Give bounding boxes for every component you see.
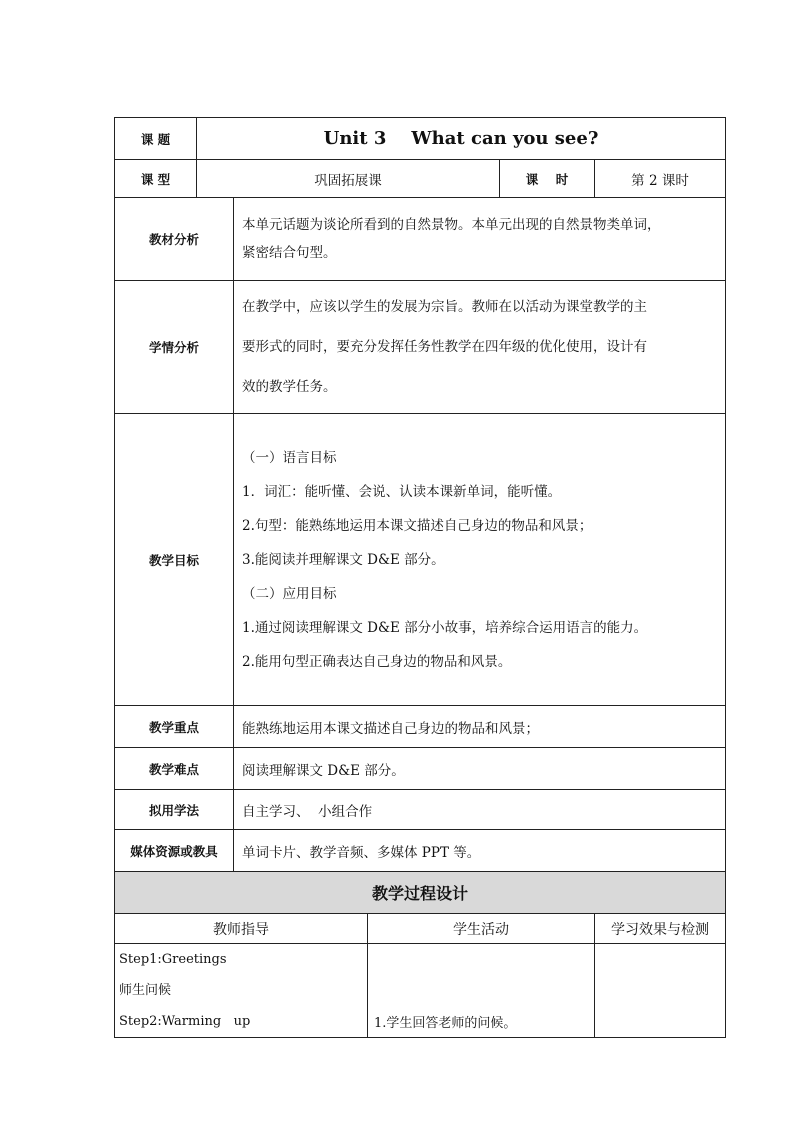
students-label: 学情分析 (115, 281, 234, 414)
key-points-value: 能熟练地运用本课文描述自己身边的物品和风景； (234, 706, 726, 748)
process-section-title: 教学过程设计 (115, 872, 726, 914)
difficulties-row (115, 748, 726, 790)
material-label: 教材分析 (115, 198, 234, 281)
title-row (115, 118, 726, 160)
type-value: 巩固拓展课 (197, 160, 500, 198)
topic-label: 课 题 (115, 118, 197, 160)
teacher-step-line: Step1:Greetings (119, 952, 227, 967)
methods-label: 拟用学法 (115, 790, 234, 830)
process-title-row (115, 872, 726, 914)
objective-line: 2.句型：能熟练地运用本课文描述自己身边的物品和风景； (242, 517, 593, 534)
objectives-content (234, 414, 726, 706)
difficulties-value: 阅读理解课文 D&E 部分。 (234, 748, 726, 790)
methods-value: 自主学习、 小组合作 (234, 790, 726, 830)
students-content (234, 281, 726, 414)
difficulties-label: 教学难点 (115, 748, 234, 790)
students-row (115, 281, 726, 414)
material-line: 紧密结合句型。 (242, 245, 337, 261)
process-body-row (115, 944, 726, 1038)
objective-line: 2.能用句型正确表达自己身边的物品和风景。 (242, 653, 512, 670)
material-row (115, 198, 726, 281)
col-effect-header: 学习效果与检测 (595, 914, 726, 944)
material-line: 本单元话题为谈论所看到的自然景物。本单元出现的自然景物类单词， (242, 217, 661, 233)
objective-line: 1．词汇：能听懂、会说、认读本课新单词，能听懂。 (242, 483, 562, 500)
objective-line: （二）应用目标 (242, 585, 337, 602)
teacher-step-line: Step2:Warming up (119, 1014, 251, 1029)
lesson-title: Unit 3 What can you see? (197, 118, 726, 160)
objective-line: 3.能阅读并理解课文 D&E 部分。 (242, 551, 445, 568)
col-teacher-header: 教师指导 (115, 914, 368, 944)
objective-line: （一）语言目标 (242, 449, 337, 466)
students-line: 效的教学任务。 (242, 379, 337, 395)
type-label: 课 型 (115, 160, 197, 198)
teacher-guidance-cell (115, 944, 368, 1038)
media-row (115, 830, 726, 872)
effect-check-cell (595, 944, 726, 1038)
methods-row (115, 790, 726, 830)
period-value: 第 2 课时 (595, 160, 726, 198)
material-content (234, 198, 726, 281)
teacher-step-line: 师生问候 (119, 983, 172, 998)
media-value: 单词卡片、教学音频、多媒体 PPT 等。 (234, 830, 726, 872)
objectives-row (115, 414, 726, 706)
col-student-header: 学生活动 (368, 914, 595, 944)
student-activity-cell: 1.学生回答老师的问候。 (368, 944, 595, 1038)
objective-line: 1.通过阅读理解课文 D&E 部分小故事，培养综合运用语言的能力。 (242, 619, 648, 636)
period-label: 课 时 (500, 160, 595, 198)
type-row (115, 160, 726, 198)
key-points-label: 教学重点 (115, 706, 234, 748)
objectives-label: 教学目标 (115, 414, 234, 706)
process-header-row (115, 914, 726, 944)
media-label: 媒体资源或教具 (115, 830, 234, 872)
key-points-row (115, 706, 726, 748)
lesson-plan-table (114, 117, 726, 1038)
students-line: 要形式的同时，要充分发挥任务性教学在四年级的优化使用，设计有 (242, 339, 647, 355)
students-line: 在教学中，应该以学生的发展为宗旨。教师在以活动为课堂教学的主 (242, 299, 647, 315)
lesson-plan (114, 117, 725, 1038)
